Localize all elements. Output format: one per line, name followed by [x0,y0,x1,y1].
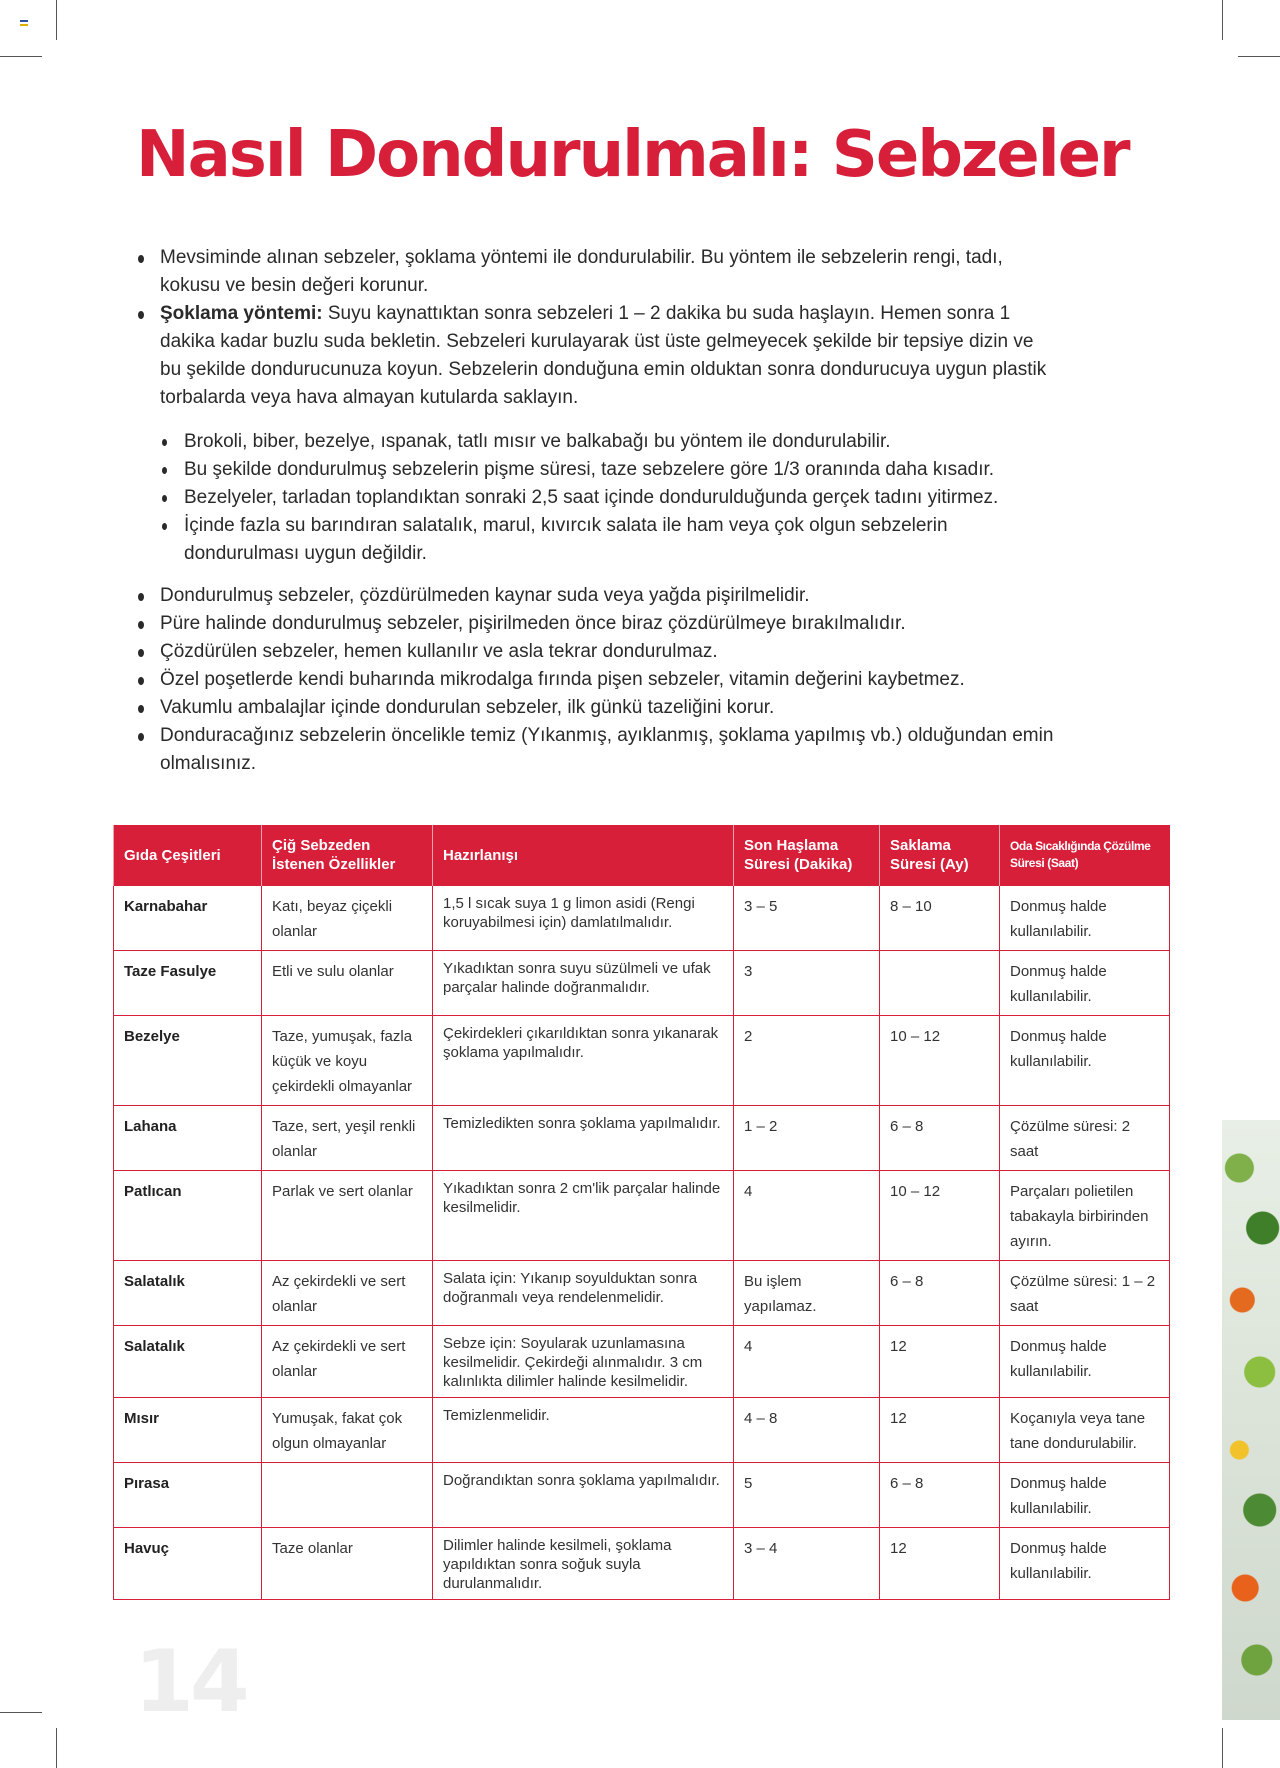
freezing-table-wrap [113,825,1169,1600]
sub-bullet-list [160,428,1056,568]
table-cell: Taze olanlar [262,1528,433,1600]
list-item: Vakumlu ambalajlar içinde dondurulan sebzeler, ilk günkü tazeliğini korur. [136,694,1056,722]
table-cell: Çözülme süresi: 1 – 2 saat [1000,1261,1170,1326]
table-cell: Yumuşak, fakat çok olgun olmayanlar [262,1398,433,1463]
crop-mark [0,56,42,57]
crop-mark [1238,56,1280,57]
table-cell: Yıkadıktan sonra suyu süzülmeli ve ufak parçalar halinde doğranmalıdır. [433,951,734,1016]
list-item [136,244,1056,300]
table-cell: 3 – 5 [734,886,880,951]
table-cell: Taze, yumuşak, fazla küçük ve koyu çekirdekli olmayanlar [262,1016,433,1106]
table-cell: 3 – 4 [734,1528,880,1600]
table-cell: Çekirdekleri çıkarıldıktan sonra yıkanarak şoklama yapılmalıdır. [433,1016,734,1106]
table-cell: 12 [880,1398,1000,1463]
table-row [114,1326,1170,1398]
bullet-list-2 [136,582,1056,778]
table-row [114,1261,1170,1326]
list-item: Dondurulmuş sebzeler, çözdürülmeden kaynar suda veya yağda pişirilmelidir. [136,582,1056,610]
table-cell: 6 – 8 [880,1463,1000,1528]
table-cell: Doğrandıktan sonra şoklama yapılmalıdır. [433,1463,734,1528]
table-cell: Az çekirdekli ve sert olanlar [262,1261,433,1326]
table-cell: 1,5 l sıcak suya 1 g limon asidi (Rengi koruyabilmesi için) damlatılmalıdır. [433,886,734,951]
table-cell: Temizlenmelidir. [433,1398,734,1463]
table-cell: Donmuş halde kullanılabilir. [1000,886,1170,951]
table-cell: Salatalık [114,1261,262,1326]
column-header: Saklama Süresi (Ay) [880,825,1000,886]
bullet-text: Suyu kaynattıktan sonra sebzeleri 1 – 2 dakika bu suda haşlayın. Hemen sonra 1 dakika kadar buzlu suda bekletin. Sebzeleri kurulayarak üst üste gelmeyecek şekilde bir tepsiye dizin ve bu şekilde dondurucunuza koyun. Sebzelerin donduğuna emin olduktan sonra dondurucuya uygun plastik torbalarda veya hava almayan kutularda saklayın. [160,303,1047,408]
table-cell: 8 – 10 [880,886,1000,951]
table-cell: 10 – 12 [880,1016,1000,1106]
crop-mark [56,0,57,40]
crop-mark [1222,0,1223,40]
table-row [114,1106,1170,1171]
table-row [114,1463,1170,1528]
table-row [114,1016,1170,1106]
table-cell: Mısır [114,1398,262,1463]
list-item: Çözdürülen sebzeler, hemen kullanılır ve asla tekrar dondurulmaz. [136,638,1056,666]
column-header: Son Haşlama Süresi (Dakika) [734,825,880,886]
freezing-table [113,825,1170,1600]
list-item: İçinde fazla su barındıran salatalık, marul, kıvırcık salata ile ham veya çok olgun sebzelerin dondurulması uygun değildir. [160,512,1056,568]
column-header: Oda Sıcaklığında Çözülme Süresi (Saat) [1000,825,1170,886]
table-cell [880,951,1000,1016]
table-cell: Yıkadıktan sonra 2 cm'lik parçalar halinde kesilmelidir. [433,1171,734,1261]
table-cell: Donmuş halde kullanılabilir. [1000,1326,1170,1398]
table-cell: Bezelye [114,1016,262,1106]
vegetables-photo [1222,1120,1280,1720]
table-cell: Donmuş halde kullanılabilir. [1000,1016,1170,1106]
table-cell: Taze Fasulye [114,951,262,1016]
table-cell: Salata için: Yıkanıp soyulduktan sonra doğranmalı veya rendelenmelidir. [433,1261,734,1326]
info-bullets [136,244,1056,778]
bullet-bold: Şoklama yöntemi: [160,303,323,324]
table-cell: 4 [734,1171,880,1261]
crop-mark [56,1728,57,1768]
table-cell: Parçaları polietilen tabakayla birbirinden ayırın. [1000,1171,1170,1261]
table-header-row [114,825,1170,886]
list-item: Püre halinde dondurulmuş sebzeler, pişirilmeden önce biraz çözdürülmeye bırakılmalıdır. [136,610,1056,638]
table-cell: Pırasa [114,1463,262,1528]
table-cell: Etli ve sulu olanlar [262,951,433,1016]
table-cell [262,1463,433,1528]
table-cell: 2 [734,1016,880,1106]
table-cell: Karnabahar [114,886,262,951]
page-title: Nasıl Dondurulmalı: Sebzeler [136,118,1129,192]
list-item: Brokoli, biber, bezelye, ıspanak, tatlı mısır ve balkabağı bu yöntem ile dondurulabilir. [160,428,1056,456]
table-cell: 6 – 8 [880,1261,1000,1326]
table-cell: Temizledikten sonra şoklama yapılmalıdır. [433,1106,734,1171]
table-body [114,886,1170,1600]
table-cell: Donmuş halde kullanılabilir. [1000,951,1170,1016]
table-cell: 4 – 8 [734,1398,880,1463]
table-cell: 3 [734,951,880,1016]
list-item: Bu şekilde dondurulmuş sebzelerin pişme süresi, taze sebzelere göre 1/3 oranında daha kısadır. [160,456,1056,484]
table-cell: Dilimler halinde kesilmeli, şoklama yapıldıktan sonra soğuk suyla durulanmalıdır. [433,1528,734,1600]
list-item: Bezelyeler, tarladan toplandıktan sonraki 2,5 saat içinde dondurulduğunda gerçek tadını yitirmez. [160,484,1056,512]
table-row [114,1398,1170,1463]
column-header: Hazırlanışı [433,825,734,886]
table-cell: Çözülme süresi: 2 saat [1000,1106,1170,1171]
table-row [114,951,1170,1016]
crop-mark [1222,1728,1223,1768]
flag-icon [20,20,28,26]
table-row [114,1528,1170,1600]
bullet-list [136,244,1056,412]
table-cell: Patlıcan [114,1171,262,1261]
table-cell: Donmuş halde kullanılabilir. [1000,1463,1170,1528]
page-number: 14 [134,1632,246,1732]
table-cell: Katı, beyaz çiçekli olanlar [262,886,433,951]
table-cell: Parlak ve sert olanlar [262,1171,433,1261]
table-cell: Donmuş halde kullanılabilir. [1000,1528,1170,1600]
table-cell: Az çekirdekli ve sert olanlar [262,1326,433,1398]
bullet-text: Mevsiminde alınan sebzeler, şoklama yöntemi ile dondurulabilir. Bu yöntem ile sebzelerin rengi, tadı, kokusu ve besin değeri korunur. [160,247,1003,296]
table-cell: 12 [880,1528,1000,1600]
table-row [114,1171,1170,1261]
column-header: Gıda Çeşitleri [114,825,262,886]
table-cell: 1 – 2 [734,1106,880,1171]
table-cell: Salatalık [114,1326,262,1398]
table-cell: Lahana [114,1106,262,1171]
table-cell: 4 [734,1326,880,1398]
column-header: Çiğ Sebzeden İstenen Özellikler [262,825,433,886]
table-cell: Koçanıyla veya tane tane dondurulabilir. [1000,1398,1170,1463]
list-item: Donduracağınız sebzelerin öncelikle temiz (Yıkanmış, ayıklanmış, şoklama yapılmış vb.) olduğundan emin olmalısınız. [136,722,1056,778]
table-cell: Taze, sert, yeşil renkli olanlar [262,1106,433,1171]
table-cell: 5 [734,1463,880,1528]
table-cell: 10 – 12 [880,1171,1000,1261]
table-cell: Havuç [114,1528,262,1600]
table-row [114,886,1170,951]
table-cell: 12 [880,1326,1000,1398]
table-cell: Bu işlem yapılamaz. [734,1261,880,1326]
list-item: Özel poşetlerde kendi buharında mikrodalga fırında pişen sebzeler, vitamin değerini kaybetmez. [136,666,1056,694]
table-cell: Sebze için: Soyularak uzunlamasına kesilmelidir. Çekirdeği alınmalıdır. 3 cm kalınlıkta dilimler halinde kesilmelidir. [433,1326,734,1398]
crop-mark [0,1712,42,1713]
list-item [136,300,1056,412]
table-cell: 6 – 8 [880,1106,1000,1171]
